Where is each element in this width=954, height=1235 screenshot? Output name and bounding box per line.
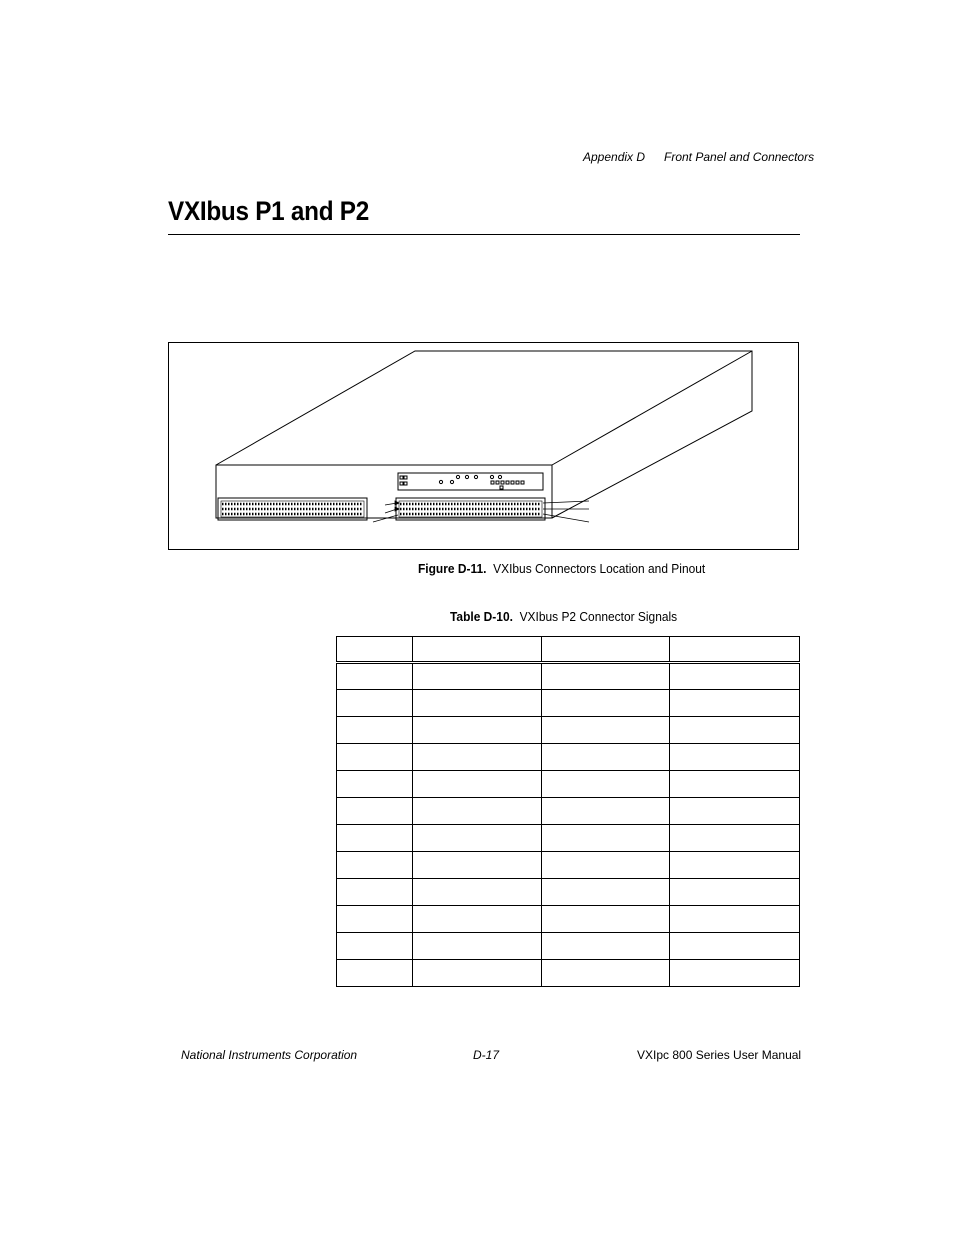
table-cell — [541, 690, 670, 717]
table-row — [337, 852, 800, 879]
table-cell — [541, 933, 670, 960]
footer-page-number: D-17 — [473, 1048, 500, 1062]
vxi-chassis-illustration — [169, 343, 798, 549]
table-cell — [337, 852, 413, 879]
table-cell — [541, 744, 670, 771]
figure-caption-text: VXIbus Connectors Location and Pinout — [493, 561, 706, 576]
table-cell — [337, 906, 413, 933]
table-cell — [670, 852, 800, 879]
table-header-row — [337, 637, 800, 663]
table-cell — [412, 879, 541, 906]
figure-frame — [168, 342, 799, 550]
table-cell — [670, 663, 800, 690]
table-row — [337, 663, 800, 690]
table-cell — [541, 960, 670, 987]
table-cell — [541, 717, 670, 744]
table-cell — [541, 825, 670, 852]
table-cell — [670, 771, 800, 798]
table-row — [337, 717, 800, 744]
table-cell — [541, 771, 670, 798]
table-cell — [412, 663, 541, 690]
title-rule — [168, 234, 800, 235]
table-row — [337, 798, 800, 825]
table-cell — [670, 825, 800, 852]
table-cell — [337, 771, 413, 798]
table-row — [337, 879, 800, 906]
header-section: Front Panel and Connectors — [664, 150, 815, 164]
table-cell — [412, 933, 541, 960]
table-cell — [412, 960, 541, 987]
p2-signals-table — [336, 636, 800, 987]
table-cell — [541, 798, 670, 825]
table-cell — [541, 879, 670, 906]
p1-connector — [218, 498, 367, 520]
table-cell — [412, 744, 541, 771]
table-row — [337, 825, 800, 852]
table-cell — [670, 690, 800, 717]
table-caption-text: VXIbus P2 Connector Signals — [519, 609, 678, 624]
table-cell — [412, 825, 541, 852]
table-cell — [541, 906, 670, 933]
table-cell — [670, 879, 800, 906]
table-row — [337, 690, 800, 717]
figure-caption — [418, 561, 705, 576]
table-cell — [337, 798, 413, 825]
table-cell — [670, 798, 800, 825]
table-cell — [337, 744, 413, 771]
table-row — [337, 771, 800, 798]
footer-manual-title: VXIpc 800 Series User Manual — [637, 1048, 802, 1062]
figure-label: Figure D-11. — [418, 561, 487, 576]
table-cell — [412, 690, 541, 717]
front-control-panel — [398, 473, 543, 490]
table-cell — [337, 933, 413, 960]
table-cell — [337, 825, 413, 852]
table-row — [337, 960, 800, 987]
table-cell — [337, 717, 413, 744]
table-cell — [670, 744, 800, 771]
table-cell — [412, 717, 541, 744]
table-cell — [670, 906, 800, 933]
table-cell — [337, 690, 413, 717]
table-cell — [337, 663, 413, 690]
footer-company: National Instruments Corporation — [181, 1048, 358, 1062]
page-title: VXIbus P1 and P2 — [168, 196, 369, 226]
table-cell — [541, 663, 670, 690]
table-cell — [670, 960, 800, 987]
table-caption — [450, 609, 677, 624]
table-cell — [412, 852, 541, 879]
table-cell — [670, 717, 800, 744]
table-row — [337, 906, 800, 933]
table-cell — [541, 852, 670, 879]
table-cell — [412, 906, 541, 933]
table-cell — [337, 879, 413, 906]
table-row — [337, 933, 800, 960]
table-cell — [412, 798, 541, 825]
table-cell — [412, 771, 541, 798]
table-row — [337, 744, 800, 771]
table-cell — [670, 933, 800, 960]
table-cell — [337, 960, 413, 987]
p2-connector — [396, 498, 545, 520]
table-label: Table D-10. — [450, 609, 513, 624]
chassis-outline — [216, 351, 752, 518]
header-appendix: Appendix D — [583, 150, 646, 164]
